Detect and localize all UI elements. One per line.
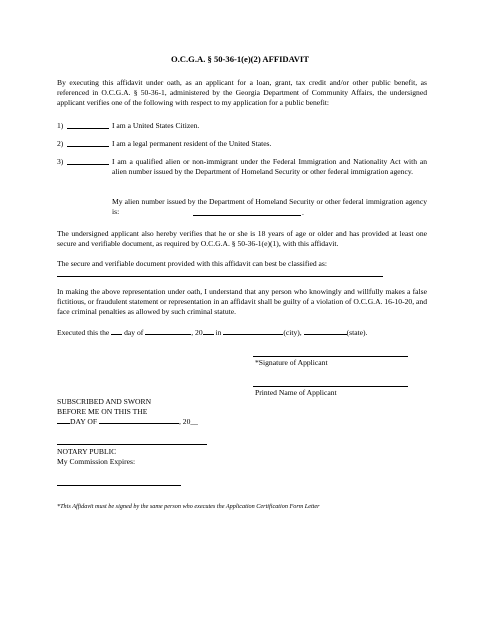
- notary-line-1: SUBSCRIBED AND SWORN: [57, 397, 152, 406]
- notary-signature-line[interactable]: [57, 444, 207, 445]
- secure-document-field[interactable]: [57, 276, 383, 277]
- printed-name-line[interactable]: [253, 386, 408, 387]
- executed-month-field[interactable]: [145, 334, 191, 335]
- printed-name-label: Printed Name of Applicant: [255, 388, 337, 397]
- notary-line-2: BEFORE ME ON THIS THE: [57, 407, 148, 416]
- option-2-number: 2): [57, 139, 64, 148]
- notary-day-field[interactable]: [57, 423, 70, 424]
- option-1-blank[interactable]: [67, 128, 109, 129]
- executed-city-field[interactable]: [223, 334, 283, 335]
- option-3-blank[interactable]: [67, 164, 109, 165]
- signature-line[interactable]: [253, 356, 408, 357]
- notary-month-field[interactable]: [99, 423, 179, 424]
- notary-date-line: DAY OF , 20__: [57, 417, 198, 427]
- commission-expires-label: My Commission Expires:: [57, 457, 136, 466]
- oath-paragraph: In making the above representation under oath, I understand that any person who knowingly and willfully makes a false fictitious, or fraudulent statement or representation in an affidavit shall be guilty of a violation of O.C.G.A. 16-10-20, and face criminal penalties as allowed by such criminal statute.: [57, 287, 427, 316]
- executed-state-field[interactable]: [304, 334, 347, 335]
- executed-day-field[interactable]: [111, 334, 122, 335]
- executed-year-field[interactable]: [203, 334, 214, 335]
- secure-document-text: The secure and verifiable document provided with this affidavit can best be classified as:: [57, 259, 327, 268]
- option-2-text: I am a legal permanent resident of the United States.: [112, 139, 272, 148]
- alien-number-text: My alien number issued by the Department of Homeland Security or other federal immigration agency is:: [112, 197, 427, 216]
- alien-number-field[interactable]: [193, 215, 301, 216]
- signature-label: *Signature of Applicant: [255, 358, 328, 367]
- commission-expires-field[interactable]: [57, 485, 181, 486]
- option-1-text: I am a United States Citizen.: [112, 121, 200, 130]
- footnote: *This Affidavit must be signed by the same person who executes the Application Certification Form Letter: [57, 503, 320, 510]
- notary-public-label: NOTARY PUBLIC: [57, 447, 117, 456]
- document-title: O.C.G.A. § 50-36-1(e)(2) AFFIDAVIT: [170, 54, 310, 64]
- executed-line: Executed this the day of , 20 in (city), (state).: [57, 328, 368, 337]
- intro-paragraph: By executing this affidavit under oath, as an applicant for a loan, grant, tax credit and/or other public benefit, as referenced in O.C.G.A. § 50-36-1, administered by the Georgia Department of Community Affairs, the undersigned applicant verifies one of the following with respect to my application for a public benefit:: [57, 78, 427, 107]
- alien-number-period: .: [302, 208, 304, 217]
- age-verification-paragraph: The undersigned applicant also hereby verifies that he or she is 18 years of age or older and has provided at least one secure and verifiable document, as required by O.C.G.A. § 50-36-1(e)(1), with this affidavit.: [57, 229, 427, 248]
- option-2-blank[interactable]: [67, 146, 109, 147]
- option-3-number: 3): [57, 157, 64, 166]
- option-1-number: 1): [57, 121, 64, 130]
- option-3-text: I am a qualified alien or non-immigrant under the Federal Immigration and Nationality Act with an alien number issued by the Department of Homeland Security or other federal immigration agency.: [112, 157, 427, 176]
